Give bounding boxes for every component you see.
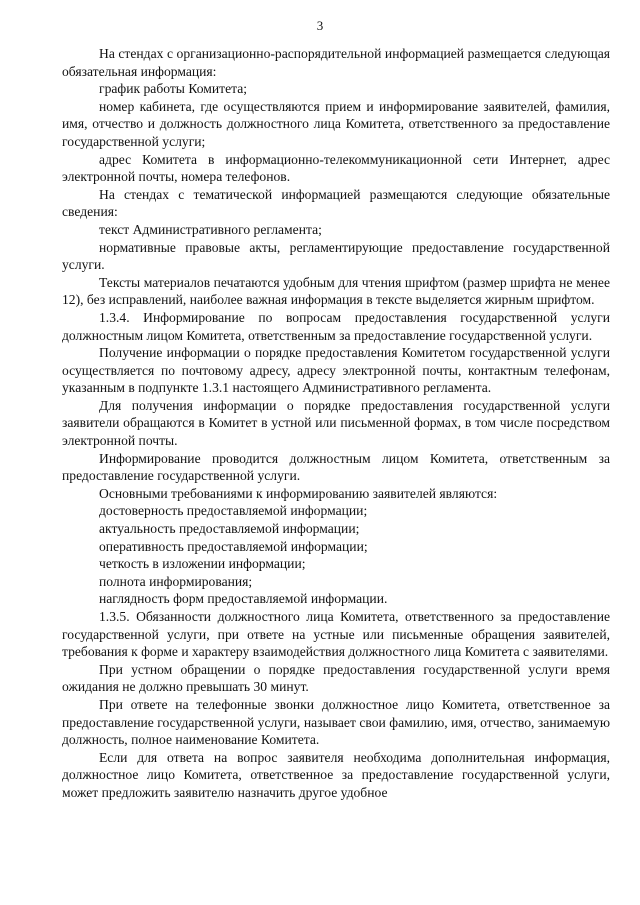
list-item-clarity: четкость в изложении информации; — [99, 556, 306, 572]
list-item-cabinet-number: номер кабинета, где осуществляются прием и информирование заявителей, фамилия, имя, отчество и должность должностного лица Комитета, ответственного за предоставление государственной услуги; — [62, 98, 610, 149]
list-item-address: адрес Комитета в информационно-телекоммуникационной сети Интернет, адрес электронной почты, номера телефонов. — [62, 151, 610, 185]
list-item-regulation-text: текст Административного регламента; — [99, 221, 322, 237]
paragraph-getting-info: Получение информации о порядке предоставления Комитетом государственной услуги осуществляется по почтовому адресу, адресу электронной почты, контактным телефонам, указанным в подпункте 1.3.1 настоящего Административного регламента. — [62, 345, 610, 396]
list-item-legal-acts: нормативные правовые акты, регламентирующие предоставление государственной услуги. — [62, 239, 610, 273]
document-body — [62, 45, 610, 802]
list-item-completeness: полнота информирования; — [99, 573, 253, 589]
paragraph-waiting-time: При устном обращении о порядке предоставления государственной услуги время ожидания не должно превышать 30 минут. — [62, 661, 610, 695]
list-item-work-schedule: график работы Комитета; — [99, 81, 248, 97]
paragraph-requirements-intro: Основными требованиями к информированию заявителей являются: — [99, 485, 498, 501]
paragraph-materials-font: Тексты материалов печатаются удобным для чтения шрифтом (размер шрифта не менее 12), без исправлений, наиболее важная информация в тексте выделяется жирным шрифтом. — [62, 274, 610, 308]
list-item-reliability: достоверность предоставляемой информации; — [99, 503, 368, 519]
section-1-3-5: 1.3.5. Обязанности должностного лица Комитета, ответственного за предоставление государственной услуги, при ответе на устные или письменные обращения заявителей, требования к форме и характеру взаимодействия должностного лица Комитета с заявителями. — [62, 609, 610, 660]
paragraph-stands-org-info: На стендах с организационно-распорядительной информацией размещается следующая обязательная информация: — [62, 46, 610, 79]
list-item-promptness: оперативность предоставляемой информации; — [99, 538, 368, 554]
paragraph-applicants-contact: Для получения информации о порядке предоставления государственной услуги заявители обращаются в Комитет в устной или письменной формах, в том числе посредством электронной почты. — [62, 397, 610, 449]
list-item-relevance: актуальность предоставляемой информации; — [99, 521, 360, 537]
paragraph-additional-info: Если для ответа на вопрос заявителя необходима дополнительная информация, должностное лицо Комитета, ответственное за предоставление государственной услуги, может предложить заявителю назначить другое удобное — [62, 749, 610, 800]
paragraph-phone-calls: При ответе на телефонные звонки должностное лицо Комитета, ответственное за предоставление государственной услуги, называет свои фамилию, имя, отчество, занимаемую должность, полное наименование Комитета. — [62, 696, 610, 748]
section-1-3-4: 1.3.4. Информирование по вопросам предоставления государственной услуги должностным лицом Комитета, ответственным за предоставление государственной услуги. — [62, 309, 610, 343]
paragraph-stands-thematic-info: На стендах с тематической информацией размещаются следующие обязательные сведения: — [62, 186, 610, 220]
paragraph-informing-official: Информирование проводится должностным лицом Комитета, ответственным за предоставление государственной услуги. — [62, 450, 610, 484]
list-item-visibility: наглядность форм предоставляемой информации. — [99, 591, 388, 607]
page-number: 3 — [316, 18, 324, 33]
